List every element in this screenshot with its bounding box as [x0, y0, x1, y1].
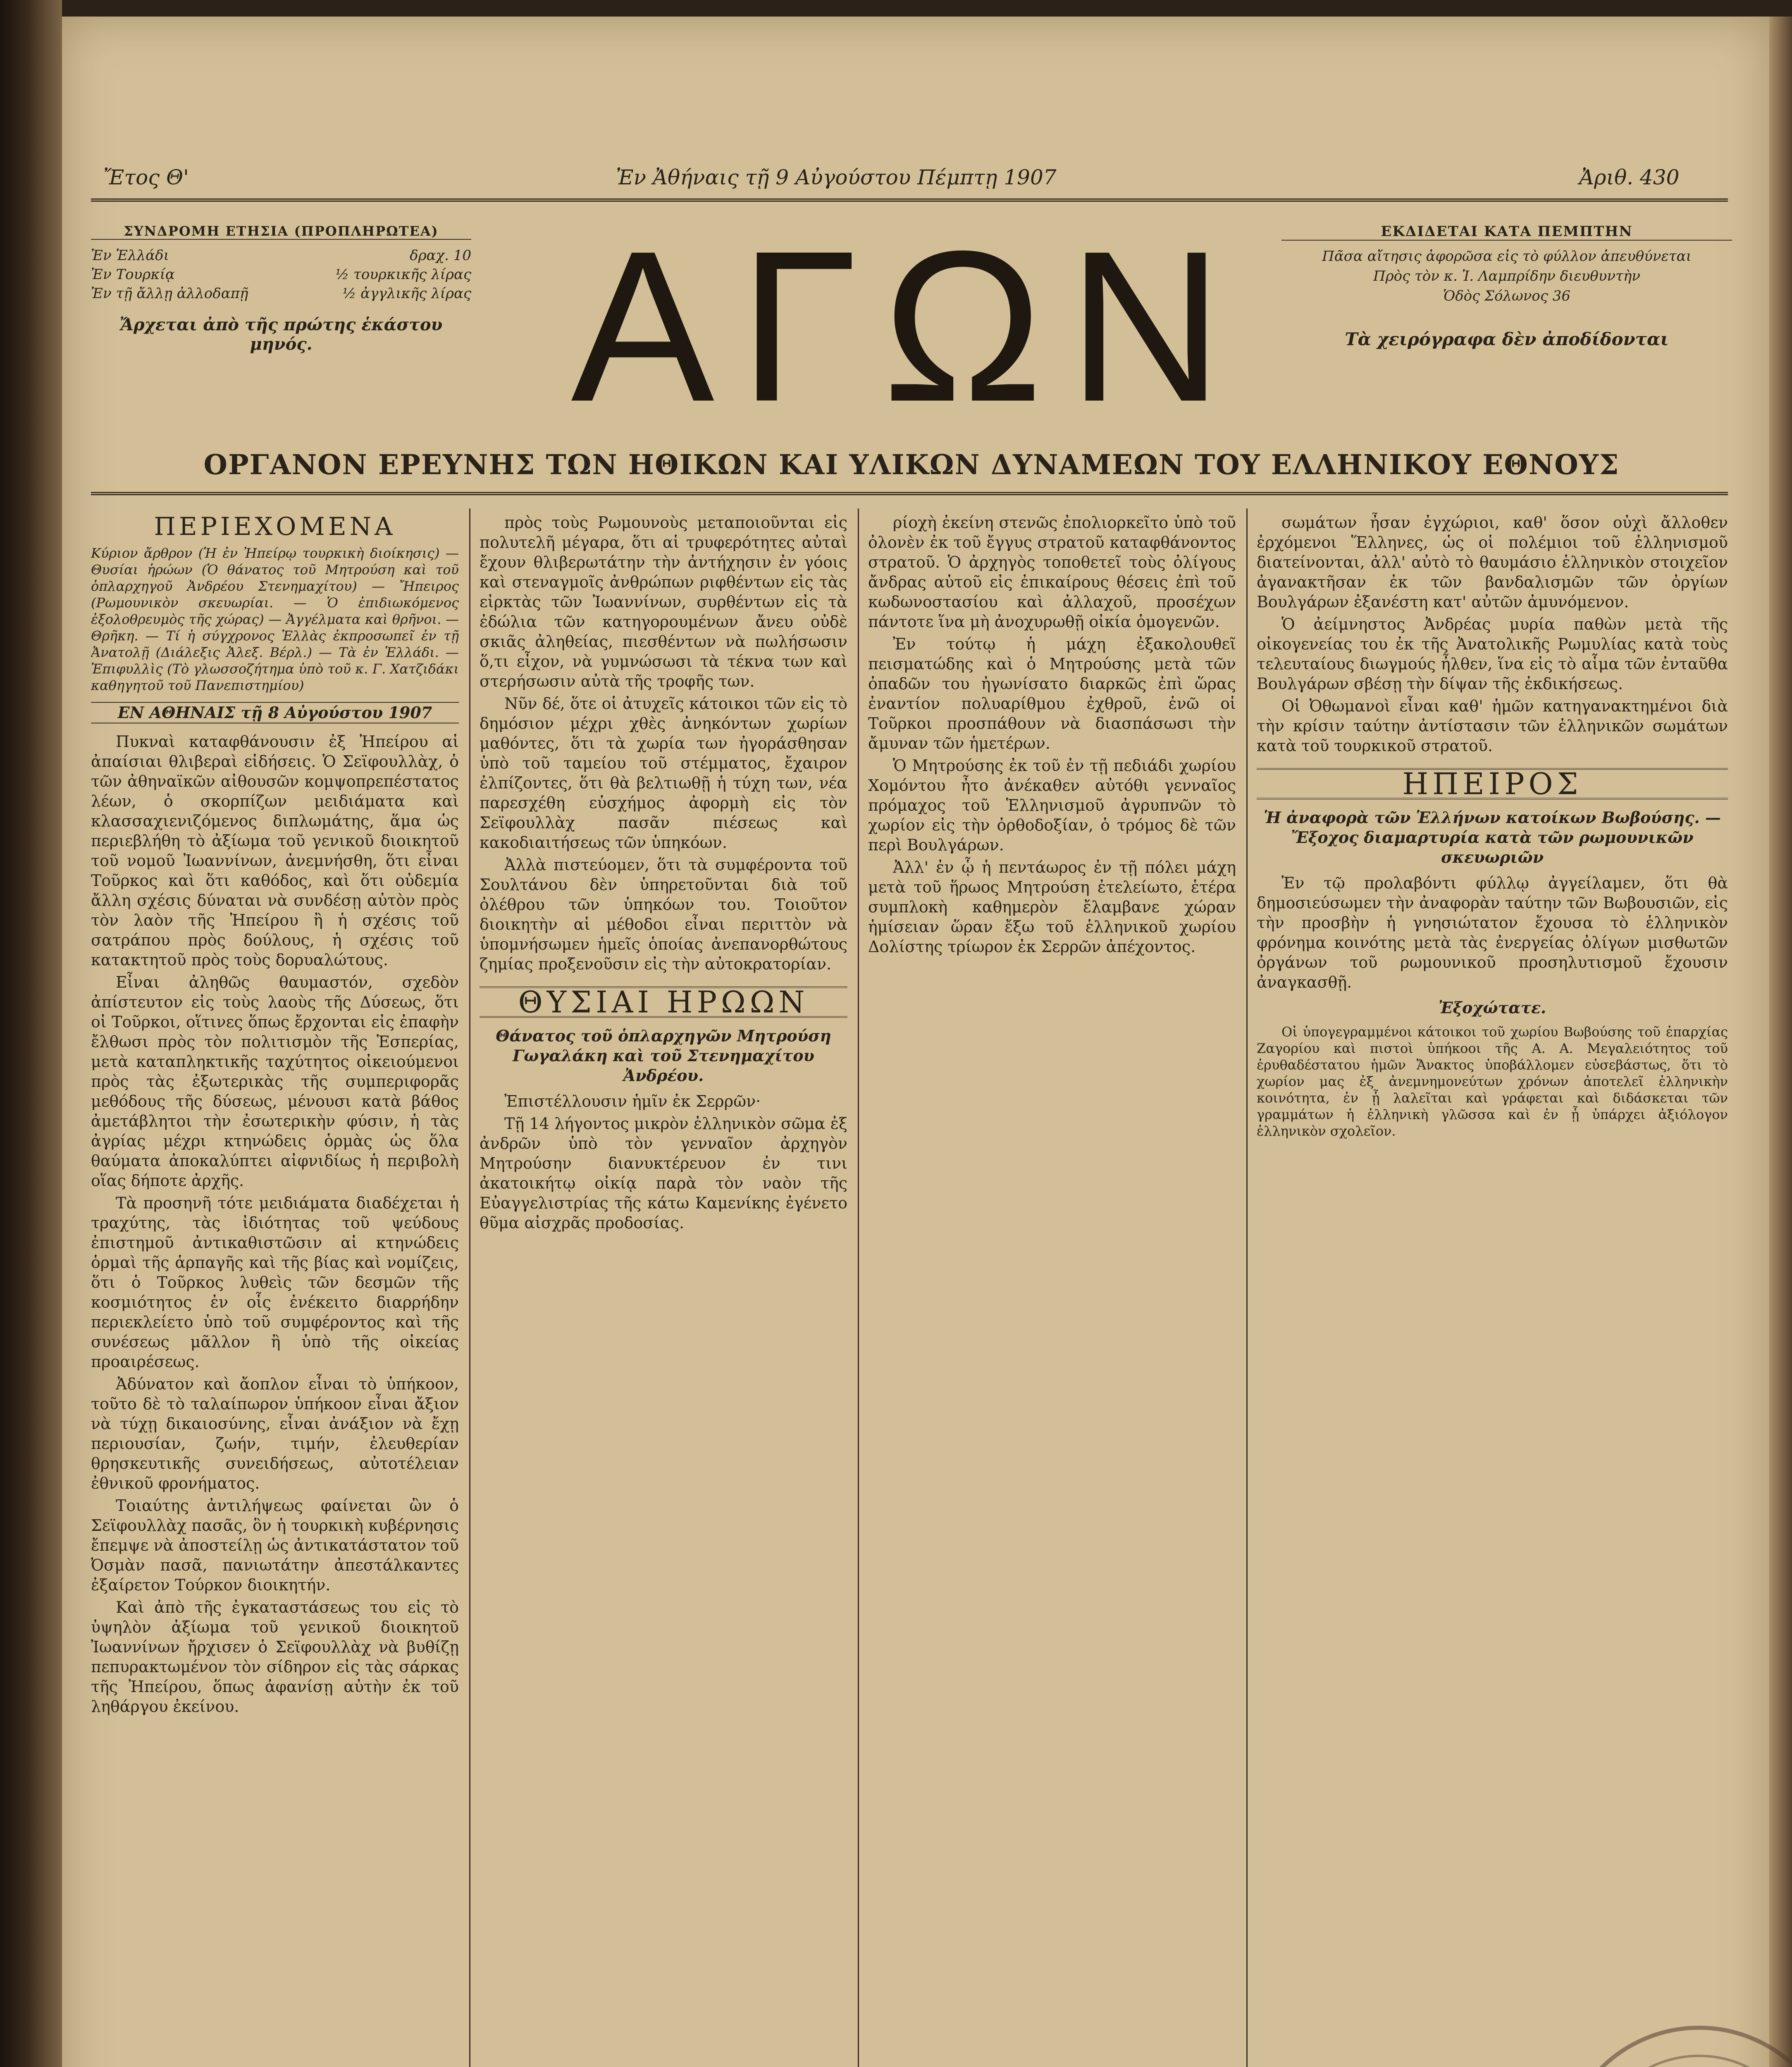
- dateline: ΕΝ ΑΘΗΝΑΙΣ τῇ 8 Αὐγούστου 1907: [91, 702, 459, 723]
- paragraph: Ἀλλ' ἐν ᾧ ἡ πεντάωρος ἐν τῇ πόλει μάχη μετὰ τοῦ ἥρωος Μητρούση ἐτελείωτο, ἑτέρα συμπλοκὴ καθημερὸν ἔλαμβανε χώραν ἡμίσειαν ὥραν ἔξω τοῦ ἑλληνικοῦ χωρίου Δολίστης τρίωρον ἐκ Σερρῶν ἀπέχοντος.: [868, 858, 1236, 956]
- subscription-note: Ἄρχεται ἀπὸ τῆς πρώτης ἑκάστου μηνός.: [119, 315, 443, 354]
- paragraph: Ἀδύνατον καὶ ἄοπλον εἶναι τὸ ὑπήκοον, τοῦτο δὲ τὸ ταλαίπωρον ὑπήκοον εἶναι ἄξιον νὰ τύχῃ δικαιοσύνης, εἶναι ἀνάξιον νὰ ἔχῃ περιουσίαν, ζωήν, τιμήν, ἐλευθερίαν θρησκευτικῆς συνειδήσεως, αὐτοτέλειαν ἐθνικοῦ φρονήματος.: [91, 1375, 459, 1492]
- paragraph: Ἐν τῷ προλαβόντι φύλλῳ ἀγγείλαμεν, ὅτι θὰ δημοσιεύσωμεν τὴν ἀναφορὰν ταύτην τῶν Βωβουσιῶν, εἰς τὴν προσβὴν ἡ γνησιώτατον ἔχουσα τὸ ἑλληνικὸν φρόνημα κοινότης μετὰ τὰς ἐνεργείας ὀλίγων μισθωτῶν ὀργάνων τοῦ ρωμουνικοῦ προσηλυτισμοῦ ἔχουσιν ἀναγκασθῇ.: [1257, 874, 1728, 991]
- page-edge: [1769, 17, 1792, 2067]
- paragraph: Οἱ Ὀθωμανοὶ εἶναι καθ' ἡμῶν κατηγανακτημένοι διὰ τὴν κρίσιν ταύτην ἀντίστασιν τῶν ἑλληνικῶν σωμάτων κατὰ τοῦ τουρκικοῦ στρατοῦ.: [1257, 697, 1728, 755]
- publisher-box: [1281, 223, 1732, 349]
- publisher-title: ΕΚΔΙΔΕΤΑΙ ΚΑΤΑ ΠΕΜΠΤΗΝ: [1281, 223, 1732, 241]
- header-rule: [91, 198, 1728, 202]
- subscription-row: Ἐν Τουρκίᾳ ½ τουρκικῆς λίρας: [91, 266, 471, 283]
- issue-date: Ἐν Ἀθήναις τῇ 9 Αὐγούστου Πέμπτῃ 1907: [616, 165, 1057, 189]
- column-4: [1257, 513, 1728, 2067]
- subscription-row: Ἐν Ἑλλάδι δραχ. 10: [91, 247, 471, 264]
- column-2: [480, 513, 847, 2067]
- paragraph: πρὸς τοὺς Ρωμουνοὺς μεταποιοῦνται εἰς πολυτελῆ μέγαρα, ὅτι αἱ τρυφερότητες αὐταὶ ἔχουν θλιβερωτάτην τὴν ἀντήχησιν ἐν γόοις καὶ στεναγμοῖς ἀνθρώπων ριφθέντων εἰς τὰς εἰρκτὰς τῶν Ἰωαννίνων, συρθέντων εἰς τὰ ἐδώλια τῶν κατηγορουμένων ἄνευ οὐδὲ σκιᾶς ἀληθείας, πιεσθέντων νὰ πωλήσωσιν ὅ,τι εἶχον, νὰ γυμνώσωσι τὰ τέκνα των καὶ στερήσωσιν αὐτὰ τῆς τροφῆς των.: [480, 513, 847, 690]
- publisher-line: Πᾶσα αἴτησις ἀφορῶσα εἰς τὸ φύλλον ἀπευθύνεται: [1322, 248, 1692, 265]
- book-binding: [0, 0, 62, 2067]
- paragraph: Ἐν τούτῳ ἡ μάχη ἐξακολουθεῖ πεισματώδης καὶ ὁ Μητρούσης μετὰ τῶν ὀπαδῶν του ἠγωνίσατο διαρκῶς ἐπὶ ὥρας ἐναντίον πολυαρίθμου ἐχθροῦ, ἐνῶ οἱ Τοῦρκοι προσπάθουν νὰ διασπάσωσι τὴν ἄμυναν τῶν ἡμετέρων.: [868, 635, 1236, 752]
- publisher-line: Πρὸς τὸν κ. Ἰ. Λαμπρίδην διευθυντὴν: [1373, 268, 1640, 284]
- contents-list: Κύριον ἄρθρον (Ἡ ἐν Ἠπείρῳ τουρκικὴ διοίκησις) — Θυσίαι ἡρώων (Ὁ θάνατος τοῦ Μητρούση καὶ τοῦ ὁπλαρχηγοῦ Ἀνδρέου Στενημαχίτου) — Ἤπειρος (Ρωμουνικὸν σκευωρίαι. — Ὁ ἐπιδιωκόμενος ἐξολοθρευμὸς τῆς χώρας) — Ἀγγέλματα καὶ θρῆνοι. — Θρῆκη. — Τί ἡ σύγχρονος Ἑλλὰς ἐκπροσωπεῖ ἐν τῇ Ἀνατολῇ (Διάλεξις Ἀλεξ. Βέρλ.) — Τὰ ἐν Ἑλλάδι. — Ἐπιφυλλὶς (Τὸ γλωσσοζήτημα ὑπὸ τοῦ κ. Γ. Χατζιδάκι καθηγητοῦ τοῦ Πανεπιστημίου): [91, 545, 459, 693]
- subtitle-rule: [91, 492, 1728, 495]
- column-rule: [858, 508, 859, 2067]
- publisher-address: Ὁδὸς Σόλωνος 36: [1443, 288, 1571, 304]
- contents-heading: ΠΕΡΙΕΧΟΜΕΝΑ: [154, 513, 396, 541]
- column-1: [91, 513, 459, 2067]
- paragraph: Νῦν δέ, ὅτε οἱ ἀτυχεῖς κάτοικοι τῶν εἰς τὸ δημόσιον μέχρι χθὲς ἀνηκόντων χωρίων μαθόντες, ὅτι τὰ χωρία των ἠγοράσθησαν ὑπὸ τοῦ ταμείου τοῦ στέμματος, ἔχαιρον ἐλπίζοντες, ὅτι θὰ βελτιωθῇ ἡ τύχη των, νέα παρεσχέθη εὐσχήμος ἀφορμὴ εἰς τὸν Σεϊφουλλὰχ πασᾶν πιέσεως καὶ κακοδιαιτήσεως τῶν ὑπηκόων.: [480, 695, 847, 852]
- section-heading: ΘΥΣΙΑΙ ΗΡΩΩΝ: [480, 986, 847, 1018]
- paragraph: Τὰ προσηνῆ τότε μειδιάματα διαδέχεται ἡ τραχύτης, τὰς ἰδιότητας τοῦ ψεύδους ἐπιστημοῦ ἀντικαθιστῶσιν αἱ κτηνώδεις ὁρμαὶ τῆς ἁρπαγῆς καὶ τῆς βίας καὶ νομίζεις, ὅτι ὁ Τοῦρκος λυθεὶς τῶν δεσμῶν τῆς κοσμιότητος ἐν οἷς ἐνέκειτο διαρρήδην περιεκλείετο ὑπὸ τοῦ συμφέροντος καὶ τῆς συνέσεως μᾶλλον ἢ ὑπὸ τῆς οἰκείας προαιρέσεως.: [91, 1194, 459, 1371]
- issue-number: Ἀριθ. 430: [1579, 165, 1680, 189]
- masthead-title: ΑΓΩΝ: [571, 206, 1248, 446]
- section-subheading: Θάνατος τοῦ ὁπλαρχηγῶν Μητρούση Γωγαλάκη καὶ τοῦ Στενημαχίτου Ἀνδρέου.: [496, 1026, 831, 1085]
- salutation: Ἐξοχώτατε.: [1438, 998, 1546, 1017]
- header-line: [87, 165, 1736, 198]
- paragraph: Εἶναι ἀληθῶς θαυμαστόν, σχεδὸν ἀπίστευτον εἰς τοὺς λαοὺς τῆς Δύσεως, ὅτι οἱ Τοῦρκοι, οἵτινες ὅπως ἔρχονται εἰς ἐπαφὴν ἔλθωσι πρὸς τὸν πολιτισμὸν τῆς Ἑσπερίας, μετὰ καταπληκτικῆς ταχύτητος οἰκειούμενοι πρὸς τὰς ἐξωτερικὰς τῆς συμπεριφορᾶς μεθόδους τῆς δύσεως, μένουσι κατὰ βάθος ἀμετάβλητοι τὴν ἐσωτερικὴν φύσιν, ἡ τὰς ἀγρίας μέχρι κτηνώδεις ὁρμὰς ὡς ὅλα θαύματα ἀποκαλύπτει αἰφνιδίως ἡ περιβολὴ οἵας δήποτε ἀρχῆς.: [91, 973, 459, 1190]
- paragraph: Καὶ ἀπὸ τῆς ἐγκαταστάσεως του εἰς τὸ ὑψηλὸν ἀξίωμα τοῦ γενικοῦ διοικητοῦ Ἰωαννίνων ἤρχισεν ὁ Σεϊφουλλὰχ νὰ βυθίζῃ πεπυρακτωμένον τὸν σίδηρον εἰς τὰς σάρκας τῆς Ἠπείρου, ὅπως ἀφανίσῃ αὐτὴν ἐκ τοῦ ληθάργου ἐκείνου.: [91, 1598, 459, 1716]
- paragraph: Ὁ Μητρούσης ἐκ τοῦ ἐν τῇ πεδιάδι χωρίου Χομόντου ἦτο ἀνέκαθεν αὐτόθι γενναῖος πρόμαχος τοῦ Ἑλληνισμοῦ ἀγρυπνῶν τὸ χωρίον εἰς τὴν ὀρθοδοξίαν, ὁ τρόμος δὲ τῶν περὶ Βουλγάρων.: [868, 757, 1236, 854]
- subscription-box: [91, 223, 471, 354]
- paragraph: Πυκναὶ καταφθάνουσιν ἐξ Ἠπείρου αἱ ἀπαίσιαι θλιβεραὶ εἰδήσεις. Ὁ Σεϊφουλλὰχ, ὁ τῶν ἀθηναϊκῶν αἰθουσῶν κομψοπρεπέστατος λέων, ὁ σκορπίζων μειδιάματα καὶ κλασσαχιενιζόμενος διπλωμάτης, ἅμα ὡς περιεβλήθη τὸ ἀξίωμα τοῦ γενικοῦ διοικητοῦ τοῦ νομοῦ Ἰωαννίνων, ἀνεμνήσθη, ὅτι εἶναι Τοῦρκος καὶ ὅτι καθόδος, καὶ ὅτι οὐδεμία ἄλλη σχέσις δύναται νὰ συνδέσῃ αὐτὸν πρὸς τὸν λαὸν τῆς Ἠπείρου ἢ ἡ σχέσις τοῦ σατράπου πρὸς δούλους, ἡ σχέσις τοῦ κατακτητοῦ πρὸς τοὺς δορυαλώτους.: [91, 733, 459, 969]
- column-3: [868, 513, 1236, 2067]
- subscription-row: Ἐν τῇ ἄλλῃ ἀλλοδαπῇ ½ ἀγγλικῆς λίρας: [91, 285, 471, 302]
- column-rule: [1246, 508, 1248, 2067]
- paragraph: Τοιαύτης ἀντιλήψεως φαίνεται ὢν ὁ Σεϊφουλλὰχ πασᾶς, ὃν ἡ τουρκικὴ κυβέρνησις ἔπεμψε νὰ ἀποστείλῃ ὡς ἀντικατάστατον τοῦ Ὀσμὰν πασᾶ, πανιωτάτην ἀπεστάλκαντες ἐξαίρετον Τούρκον διοικητήν.: [91, 1497, 459, 1594]
- publisher-note: Τὰ χειρόγραφα δὲν ἀποδίδονται: [1345, 329, 1669, 349]
- subscription-title: ΣΥΝΔΡΟΜΗ ΕΤΗΣΙΑ (ΠΡΟΠΛΗΡΩΤΕΑ): [91, 223, 471, 240]
- paragraph: Ἐπιστέλλουσιν ἡμῖν ἐκ Σερρῶν·: [504, 1092, 761, 1110]
- section-subheading: Ἡ ἀναφορὰ τῶν Ἑλλήνων κατοίκων Βωβούσης. — Ἔξοχος διαμαρτυρία κατὰ τῶν ρωμουνικῶν σκευωριῶν: [1264, 808, 1721, 866]
- paragraph: Ἀλλὰ πιστεύομεν, ὅτι τὰ συμφέροντα τοῦ Σουλτάνου δὲν ὑπηρετοῦνται διὰ τοῦ ὀλέθρου τῶν ὑπηκόων του. Τοιοῦτον διοικητὴν αἱ μέθοδοι εἶναι περιττὸν νὰ ὑπομνήσωμεν ἡμεῖς ὁποίας ἀνεπανορθώτους ζημίας προξενοῦσιν εἰς τὴν αὐτοκρατορίαν.: [480, 856, 847, 973]
- issue-year: Ἔτος Θ': [103, 165, 189, 189]
- column-rule: [469, 508, 470, 2067]
- paragraph: σωμάτων ἦσαν ἐγχώριοι, καθ' ὅσον οὐχὶ ἄλλοθεν ἐρχόμενοι Ἕλληνες, ὡς οἱ πολέμιοι τοῦ ἑλληνισμοῦ διατείνονται, ἀλλ' αὐτὸ τὸ θαυμάσιο ἑλληνικὸν στοιχεῖον ἀγανακτῆσαν ἐκ τῶν βανδαλισμῶν τῶν ὀργίων Βουλγάρων ἐξανέστη κατ' αὐτῶν ἀμυνόμενον.: [1257, 513, 1728, 611]
- paragraph: Οἱ ὑπογεγραμμένοι κάτοικοι τοῦ χωρίου Βωβούσης τοῦ ἐπαρχίας Ζαγορίου καὶ πιστοὶ ὑπήκοοι τῆς Α. Α. Μεγαλειότητος τοῦ ἐρυθαδέστατου ἡμῶν Ἄνακτος ὑποβάλλομεν εὐσεβάστως, ὅτι τὸ χωρίον μας ἐξ ἀνεμνημονεύτων χρόνων ἀποτελεῖ ἑλληνικὴν κοινότητα, ἐν ᾗ λαλεῖται καὶ γράφεται καὶ διδάσκεται τῶν γραμμάτων ἡ ἑλληνικὴ γλῶσσα καὶ ἐν ᾗ ὑπάρχει ἀξιόλογον ἑλληνικὸν σχολεῖον.: [1257, 1024, 1728, 1139]
- newspaper-subtitle: ΟΡΓΑΝΟΝ ΕΡΕΥΝΗΣ ΤΩΝ ΗΘΙΚΩΝ ΚΑΙ ΥΛΙΚΩΝ ΔΥΝΑΜΕΩΝ ΤΟΥ ΕΛΛΗΝΙΚΟΥ ΕΘΝΟΥΣ: [203, 449, 1620, 481]
- paragraph: Ὁ ἀείμνηστος Ἀνδρέας μυρία παθὼν μετὰ τῆς οἰκογενείας του ἐκ τῆς Ἀνατολικῆς Ρωμυλίας κατὰ τοὺς τελευταίους διωγμούς ἦλθεν, ἵνα εἰς τὸ αἷμα τῶν ἐνταῦθα Βουλγάρων σβέσῃ τὴν δίψαν τῆς ἐκδικήσεως.: [1257, 615, 1728, 693]
- paragraph: ρίοχὴ ἐκείνη στενῶς ἐπολιορκεῖτο ὑπὸ τοῦ ὀλονὲν ἐκ τοῦ ἔγγυς στρατοῦ καταφθάνοντος στρατοῦ. Ὁ ἀρχηγὸς τοποθετεῖ τοὺς ὀλίγους ἄνδρας αὐτοῦ εἰς ἐπικαίρους θέσεις ἐπὶ τοῦ κωδωνοστασίου καὶ ἀλλαχοῦ, προσέχων πάντοτε ἵνα μὴ ἀνοχυρωθῇ οἰκία ὁμογενῶν.: [868, 513, 1236, 631]
- newspaper-page: [62, 17, 1769, 2067]
- section-heading: ΗΠΕΙΡΟΣ: [1257, 768, 1728, 800]
- paragraph: Τῇ 14 λήγοντος μικρὸν ἑλληνικὸν σῶμα ἐξ ἀνδρῶν ὑπὸ τὸν γενναῖον ἀρχηγὸν Μητρούσην διανυκτέρευον ἐν τινι ἀκατοικήτῳ οἰκίᾳ παρὰ τὸν ναὸν τῆς Εὐαγγελιστρίας τῆς κάτω Καμενίκης ἐγένετο θῦμα αἰσχρᾶς προδοσίας.: [480, 1115, 847, 1232]
